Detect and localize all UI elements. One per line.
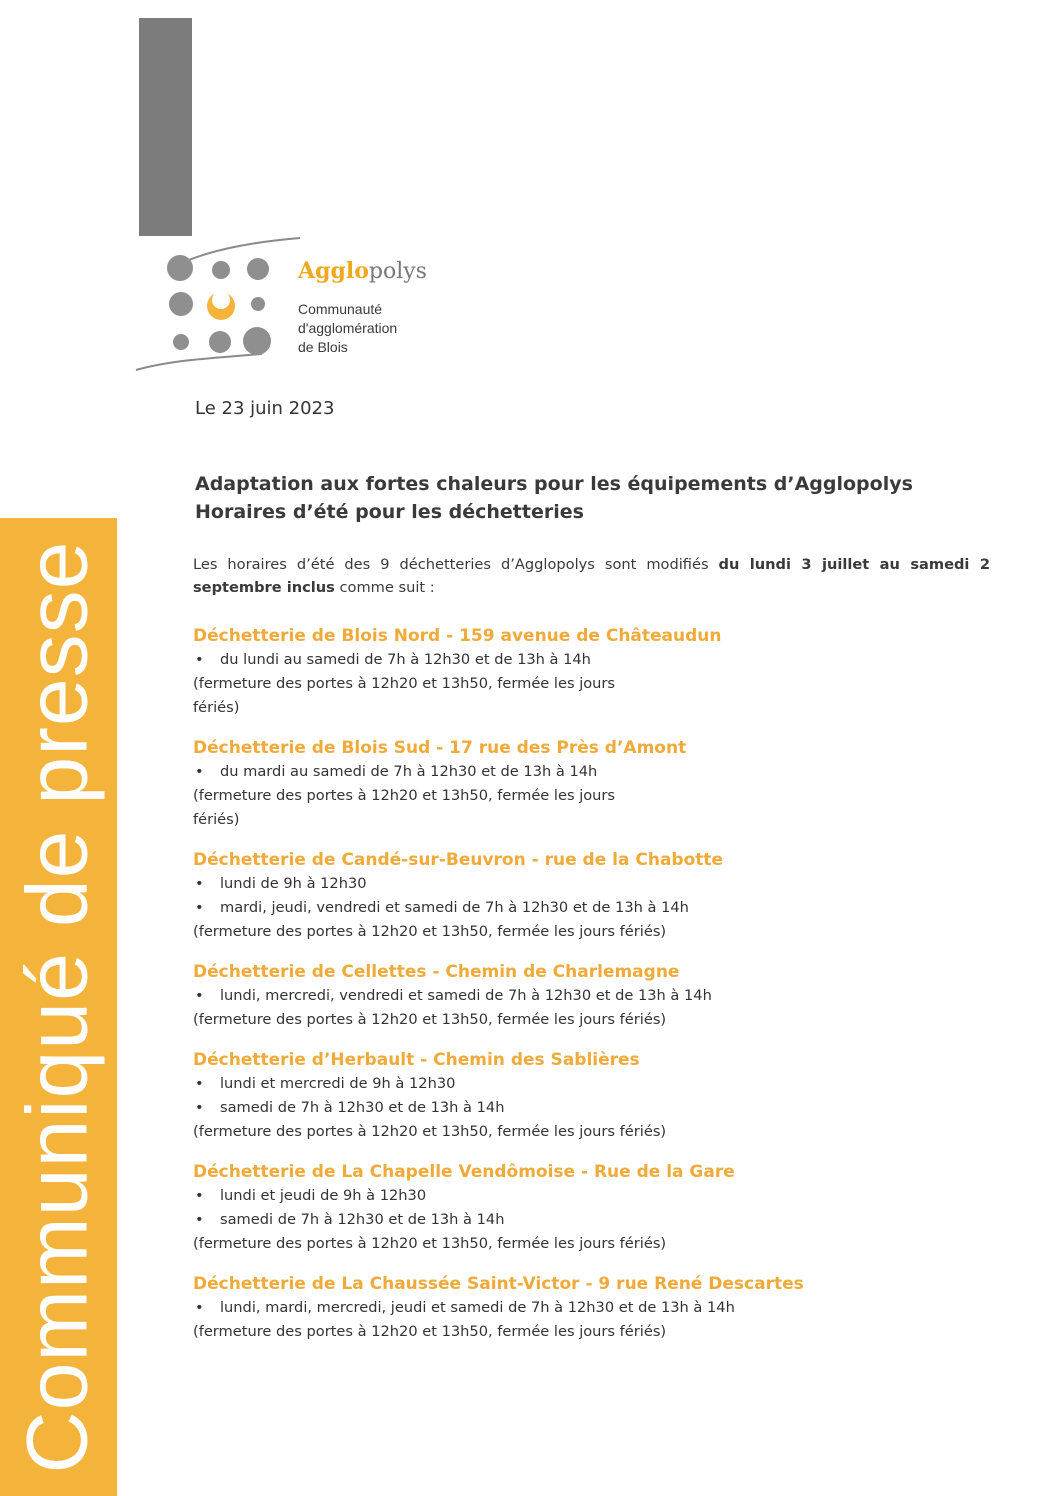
title-line: Adaptation aux fortes chaleurs pour les équipements d’Agglopolys: [195, 473, 913, 495]
header-gray-bar: [139, 18, 192, 236]
schedule-item: • lundi et mercredi de 9h à 12h30: [193, 1072, 993, 1096]
intro-paragraph: Les horaires d’été des 9 déchetteries d’Agglopolys sont modifiés du lundi 3 juillet au samedi 2 septembre inclus comme suit :: [193, 556, 990, 596]
section-note: (fermeture des portes à 12h20 et 13h50, fermée les jours fériés): [193, 787, 616, 828]
section-title: Déchetterie de Cellettes - Chemin de Charlemagne: [193, 962, 680, 982]
section-title: Déchetterie de Candé-sur-Beuvron - rue de la Chabotte: [193, 850, 724, 870]
section-note: (fermeture des portes à 12h20 et 13h50, fermée les jours fériés): [193, 1235, 667, 1252]
brand-subtitle-line: Communauté: [298, 301, 383, 317]
schedule-item: • samedi de 7h à 12h30 et de 13h à 14h: [193, 1096, 993, 1120]
section-note: (fermeture des portes à 12h20 et 13h50, fermée les jours fériés): [193, 1011, 667, 1028]
schedule-item: • mardi, jeudi, vendredi et samedi de 7h à 12h30 et de 13h à 14h: [193, 896, 993, 920]
section-blois-sud: [193, 736, 993, 832]
agglopolys-logo-icon: [132, 232, 302, 377]
section-note: (fermeture des portes à 12h20 et 13h50, fermée les jours fériés): [193, 1323, 667, 1340]
section-cellettes: [193, 960, 993, 1032]
title-line: Horaires d’été pour les déchetteries: [195, 501, 584, 523]
section-title: Déchetterie de La Chaussée Saint-Victor - 9 rue René Descartes: [193, 1274, 804, 1294]
schedule-item: • lundi, mardi, mercredi, jeudi et samedi de 7h à 12h30 et de 13h à 14h: [193, 1296, 993, 1320]
schedule-item: • samedi de 7h à 12h30 et de 13h à 14h: [193, 1208, 993, 1232]
section-herbault: [193, 1048, 993, 1144]
side-title: Communiqué de presse: [9, 540, 106, 1474]
page-title: [195, 470, 913, 526]
section-title: Déchetterie de Blois Sud - 17 rue des Près d’Amont: [193, 738, 687, 758]
section-title: Déchetterie de Blois Nord - 159 avenue de Châteaudun: [193, 626, 722, 646]
section-title: Déchetterie d’Herbault - Chemin des Sablières: [193, 1050, 640, 1070]
schedule-item: • du mardi au samedi de 7h à 12h30 et de 13h à 14h: [193, 760, 993, 784]
brand-subtitle-line: de Blois: [298, 339, 348, 355]
schedule-item: • lundi, mercredi, vendredi et samedi de 7h à 12h30 et de 13h à 14h: [193, 984, 993, 1008]
section-blois-nord: [193, 624, 993, 720]
section-cande-sur-beuvron: [193, 848, 993, 944]
schedule-item: • lundi de 9h à 12h30: [193, 872, 993, 896]
sections-list: [193, 624, 993, 1360]
schedule-item: • du lundi au samedi de 7h à 12h30 et de 13h à 14h: [193, 648, 993, 672]
schedule-item: • lundi et jeudi de 9h à 12h30: [193, 1184, 993, 1208]
brand-subtitle: [298, 300, 397, 357]
section-note: (fermeture des portes à 12h20 et 13h50, fermée les jours fériés): [193, 923, 667, 940]
section-note: (fermeture des portes à 12h20 et 13h50, fermée les jours fériés): [193, 1123, 667, 1140]
section-note: (fermeture des portes à 12h20 et 13h50, fermée les jours fériés): [193, 675, 616, 716]
brand-subtitle-line: d'agglomération: [298, 320, 398, 336]
brand-name: Agglopolys: [298, 258, 427, 284]
section-title: Déchetterie de La Chapelle Vendômoise - Rue de la Gare: [193, 1162, 735, 1182]
section-la-chapelle-vendomoise: [193, 1160, 993, 1256]
press-date: Le 23 juin 2023: [195, 398, 335, 419]
section-la-chaussee-saint-victor: [193, 1272, 993, 1344]
